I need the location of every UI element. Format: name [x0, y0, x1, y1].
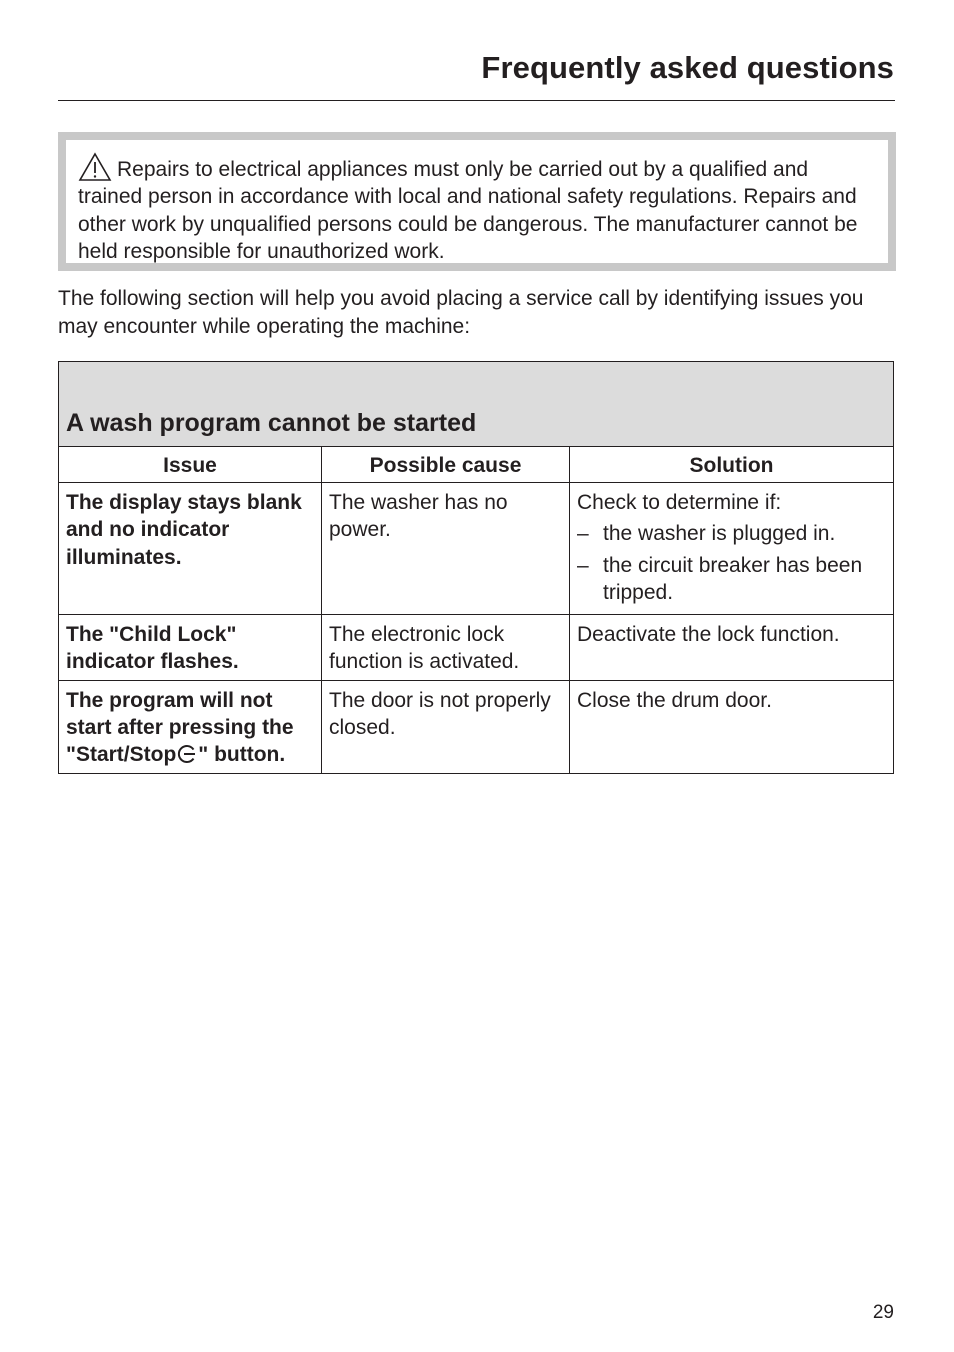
- solution-cell: [570, 483, 894, 615]
- cause-cell: The electronic lock function is activated.: [322, 615, 570, 681]
- issue-cell: The display stays blank and no indicator illuminates.: [59, 483, 322, 615]
- start-stop-icon: [177, 744, 197, 764]
- list-item: [577, 520, 887, 547]
- dash-bullet: –: [577, 553, 589, 577]
- page-number: 29: [872, 1302, 894, 1323]
- solution-intro: Check to determine if:: [577, 491, 782, 514]
- section-title: A wash program cannot be started: [59, 362, 894, 447]
- list-item: [577, 552, 887, 607]
- faq-table: [58, 361, 894, 774]
- issue-text-start: The program will not start after pressing the "Start/Stop: [66, 688, 294, 767]
- column-header-solution: Solution: [570, 447, 894, 483]
- cause-cell: The washer has no power.: [322, 483, 570, 615]
- cause-cell: The door is not properly closed.: [322, 680, 570, 773]
- table-header-row: [59, 447, 894, 483]
- warning-text: Repairs to electrical appliances must only be carried out by a qualified and trained person in accordance with local and national safety regulations. Repairs and other work by unqualified persons could be dangerous. The manufacturer cannot be held responsible for unauthorized work.: [78, 158, 858, 263]
- table-row: [59, 680, 894, 773]
- solution-cell: Close the drum door.: [570, 680, 894, 773]
- warning-box: [58, 132, 896, 271]
- column-header-issue: Issue: [59, 447, 322, 483]
- solution-list: [577, 520, 887, 606]
- dash-bullet: –: [577, 522, 589, 546]
- page-title: Frequently asked questions: [481, 50, 894, 85]
- solution-cell: Deactivate the lock function.: [570, 615, 894, 681]
- intro-paragraph: The following section will help you avoid placing a service call by identifying issues you may encounter while operating the machine:: [58, 287, 864, 338]
- column-header-cause: Possible cause: [322, 447, 570, 483]
- title-divider: [58, 100, 895, 101]
- table-row: [59, 615, 894, 681]
- solution-item-text: the circuit breaker has been tripped.: [603, 553, 863, 604]
- issue-text-end: " button.: [198, 743, 286, 767]
- solution-item-text: the washer is plugged in.: [603, 522, 836, 546]
- issue-cell: The "Child Lock" indicator flashes.: [59, 615, 322, 681]
- table-row: [59, 483, 894, 615]
- warning-triangle-icon: [78, 152, 112, 182]
- issue-cell: [59, 680, 322, 773]
